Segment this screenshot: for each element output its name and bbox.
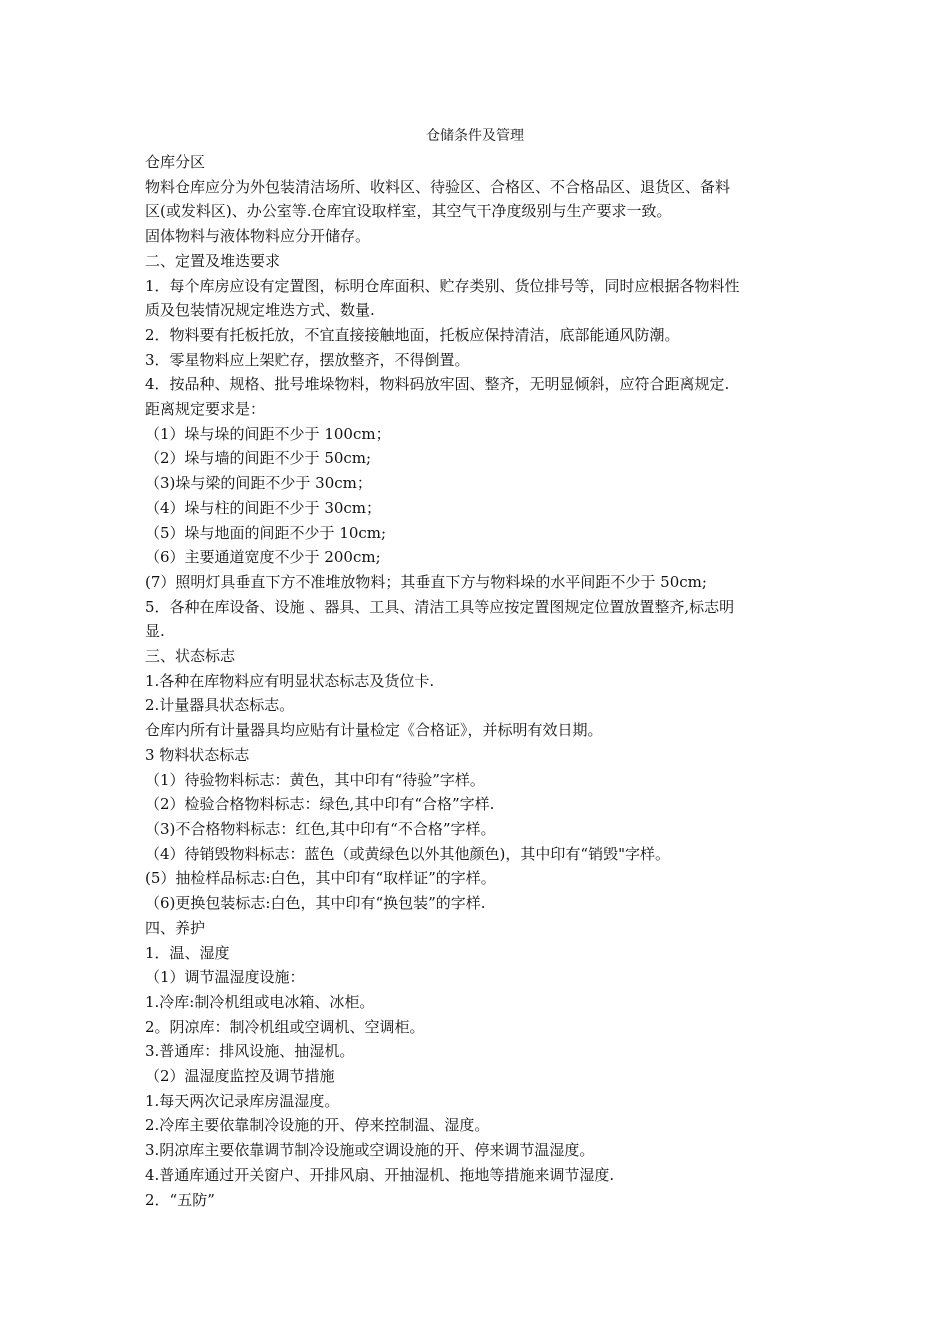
paragraph-line: 1．每个库房应设有定置图，标明仓库面积、贮存类别、货位排号等，同时应根据各物料性 [145, 276, 740, 295]
list-item: （6)更换包装标志:白色，其中印有“换包装”的字样. [145, 894, 486, 913]
paragraph-line: 显. [145, 622, 165, 641]
list-item: （5）垛与地面的间距不少于 10cm; [145, 523, 387, 542]
paragraph-line: 2．“五防” [145, 1190, 215, 1209]
section-heading-maintenance: 四、养护 [145, 918, 206, 937]
paragraph-line: 距离规定要求是： [145, 400, 266, 419]
list-item: （1）垛与垛的间距不少于 100cm； [145, 424, 391, 443]
paragraph-line: 2.计量器具状态标志。 [145, 696, 295, 715]
paragraph-line: 仓库内所有计量器具均应贴有计量检定《合格证》，并标明有效日期。 [145, 721, 603, 740]
paragraph-line: 5．各种在库设备、设施 、器具、工具、清洁工具等应按定置图规定位置放置整齐,标志明 [145, 597, 735, 616]
paragraph-line: 1.各种在库物料应有明显状态标志及货位卡. [145, 671, 435, 690]
list-item: （1）调节温湿度设施： [145, 968, 305, 987]
list-item: 4.普通库通过开关窗户、开排风扇、开抽湿机、拖地等措施来调节湿度. [145, 1165, 615, 1184]
paragraph-line: 固体物料与液体物料应分开储存。 [145, 227, 371, 246]
list-item: 2.冷库主要依靠制冷设施的开、停来控制温、湿度。 [145, 1116, 490, 1135]
paragraph-line: 3 物料状态标志 [145, 745, 250, 764]
section-heading-stacking: 二、定置及堆迭要求 [145, 251, 281, 270]
list-item: （2）垛与墙的间距不少于 50cm; [145, 449, 372, 468]
list-item: （1）待验物料标志：黄色，其中印有“待验”字样。 [145, 770, 485, 789]
section-heading-warehouse-zones: 仓库分区 [145, 153, 206, 171]
list-item: （4）待销毁物料标志：蓝色（或黄绿色以外其他颜色)，其中印有“销毁"字样。 [145, 844, 670, 863]
paragraph-line: 质及包装情况规定堆迭方式、数量. [145, 301, 375, 320]
list-item: 1.冷库:制冷机组或电冰箱、冰柜。 [145, 992, 375, 1011]
section-heading-status-labels: 三、状态标志 [145, 647, 236, 666]
paragraph-line: 2．物料要有托板托放，不宜直接接触地面，托板应保持清洁，底部能通风防潮。 [145, 325, 680, 344]
list-item: （3)垛与梁的间距不少于 30cm； [145, 474, 372, 493]
list-item: (7）照明灯具垂直下方不准堆放物料；其垂直下方与物料垛的水平间距不少于 50cm; [145, 572, 707, 591]
paragraph-line: 区(或发料区)、办公室等.仓库宜设取样室，其空气干净度级别与生产要求一致。 [145, 202, 672, 221]
list-item: （6）主要通道宽度不少于 200cm; [145, 548, 381, 567]
list-item: （2）温湿度监控及调节措施 [145, 1067, 335, 1086]
list-item: (5）抽检样品标志:白色，其中印有“取样证”的字样。 [145, 869, 496, 888]
paragraph-line: 4．按品种、规格、批号堆垛物料，物料码放牢固、整齐，无明显倾斜，应符合距离规定. [145, 375, 730, 394]
paragraph-line: 3．零星物料应上架贮存，摆放整齐，不得倒置。 [145, 350, 470, 369]
paragraph-line: 1．温、湿度 [145, 943, 230, 962]
document-body [145, 150, 809, 1212]
list-item: （3)不合格物料标志：红色,其中印有“不合格”字样。 [145, 819, 496, 838]
list-item: （4）垛与柱的间距不少于 30cm； [145, 498, 382, 517]
list-item: 3.阴凉库主要依靠调节制冷设施或空调设施的开、停来调节温湿度。 [145, 1141, 595, 1160]
list-item: 1.每天两次记录库房温湿度。 [145, 1091, 340, 1110]
document-title: 仓储条件及管理 [426, 128, 524, 144]
list-item: 2。阴凉库：制冷机组或空调机、空调柜。 [145, 1017, 425, 1036]
list-item: （2）检验合格物料标志：绿色,其中印有“合格”字样. [145, 795, 495, 814]
list-item: 3.普通库：排风设施、抽湿机。 [145, 1042, 355, 1061]
paragraph-line: 物料仓库应分为外包装清洁场所、收料区、待验区、合格区、不合格品区、退货区、备料 [145, 177, 731, 196]
